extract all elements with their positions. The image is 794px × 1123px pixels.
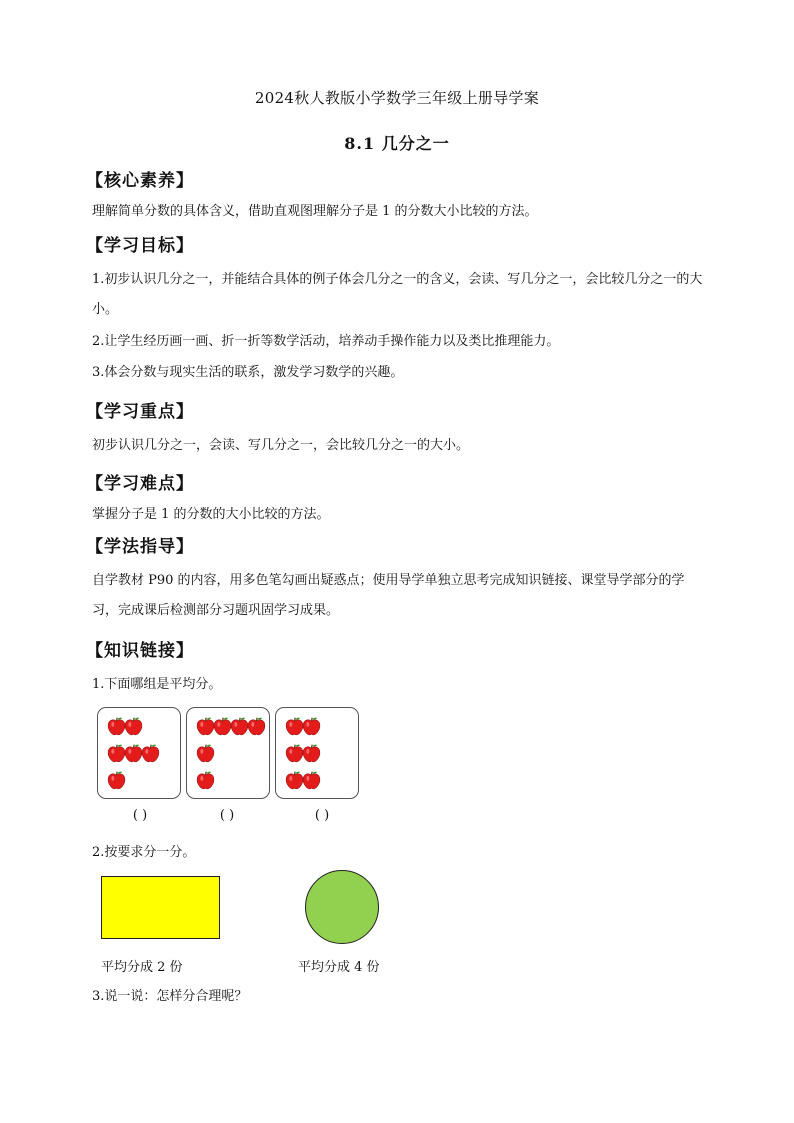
difficulty-text: 掌握分子是 1 的分数的大小比较的方法。 [92, 507, 330, 522]
apple-icon [195, 770, 216, 791]
rectangle-label: 平均分成 2 份 [101, 960, 183, 975]
document-title: 2024秋人教版小学数学三年级上册导学案 [254, 89, 540, 107]
apple-icon [301, 716, 322, 737]
apple-icon [106, 770, 127, 791]
question-3: 3.说一说：怎样分合理呢？ [92, 989, 248, 1004]
question-1: 1.下面哪组是平均分。 [92, 677, 222, 692]
answer-blank-1[interactable]: ( ) [132, 808, 148, 823]
yellow-rectangle [101, 876, 220, 939]
apple-icon [140, 743, 161, 764]
heading-core-literacy: 【核心素养】 [86, 171, 194, 191]
goal-item-3: 3.体会分数与现实生活的联系，激发学习数学的兴趣。 [92, 365, 404, 380]
circle-label: 平均分成 4 份 [298, 960, 380, 975]
apple-icon [195, 743, 216, 764]
apple-icon [246, 716, 267, 737]
answer-blank-3[interactable]: ( ) [314, 808, 330, 823]
goal-item-2: 2.让学生经历画一画、折一折等数学活动，培养动手操作能力以及类比推理能力。 [92, 334, 560, 349]
heading-knowledge-links: 【知识链接】 [86, 641, 194, 661]
goal-item-1: 1.初步认识几分之一，并能结合具体的例子体会几分之一的含义，会读、写几分之一，会比较几分之一的大小。 [92, 272, 703, 317]
heading-study-method: 【学法指导】 [86, 537, 194, 557]
heading-learning-goals: 【学习目标】 [86, 236, 194, 256]
apple-icon [301, 743, 322, 764]
study-method-text: 自学教材 P90 的内容，用多色笔勾画出疑惑点；使用导学单独立思考完成知识链接、课堂导学部分的学习，完成课后检测部分习题巩固学习成果。 [92, 573, 685, 618]
heading-key-points: 【学习重点】 [86, 402, 194, 422]
apple-icon [301, 770, 322, 791]
lesson-title: 8.1 几分之一 [344, 134, 450, 153]
answer-blank-2[interactable]: ( ) [219, 808, 235, 823]
key-points-text: 初步认识几分之一，会读、写几分之一，会比较几分之一的大小。 [92, 438, 470, 453]
heading-difficulty: 【学习难点】 [86, 474, 194, 494]
apple-icon [123, 716, 144, 737]
green-circle [305, 870, 379, 944]
core-literacy-text: 理解简单分数的具体含义，借助直观图理解分子是 1 的分数大小比较的方法。 [92, 204, 538, 219]
question-2: 2.按要求分一分。 [92, 845, 196, 860]
